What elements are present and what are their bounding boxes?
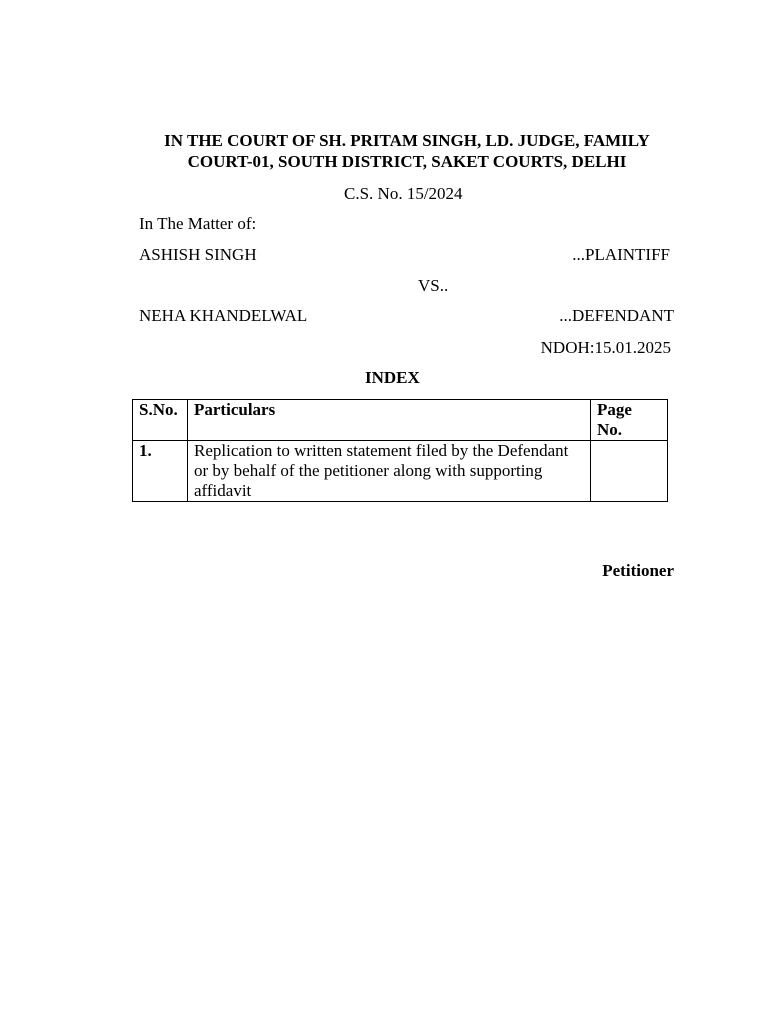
matter-label: In The Matter of:	[139, 214, 257, 233]
index-table	[132, 399, 668, 502]
table-row	[133, 441, 668, 502]
row-particulars: Replication to written statement filed by the Defendant or by behalf of the petitioner along with supporting affidavit	[188, 441, 591, 502]
header-sno: S.No.	[133, 400, 188, 441]
header-particulars: Particulars	[188, 400, 591, 441]
plaintiff-name: ASHISH SINGH	[139, 245, 257, 264]
row-sno: 1.	[133, 441, 188, 502]
case-number: C.S. No. 15/2024	[344, 184, 463, 203]
plaintiff-role: ...PLAINTIFF	[572, 245, 670, 264]
ndoh-date: NDOH:15.01.2025	[540, 338, 671, 357]
header-page-no: Page No.	[591, 400, 668, 441]
index-table-header-row	[133, 400, 668, 441]
defendant-name: NEHA KHANDELWAL	[139, 306, 308, 325]
versus-label: VS..	[418, 276, 449, 295]
index-title: INDEX	[365, 368, 420, 387]
row-page-no	[591, 441, 668, 502]
court-title-line-2: COURT-01, SOUTH DISTRICT, SAKET COURTS, DELHI	[187, 152, 627, 171]
petitioner-signature-label: Petitioner	[602, 561, 674, 580]
court-title-line-1: IN THE COURT OF SH. PRITAM SINGH, LD. JUDGE, FAMILY	[164, 131, 650, 150]
defendant-role: ...DEFENDANT	[559, 306, 674, 325]
